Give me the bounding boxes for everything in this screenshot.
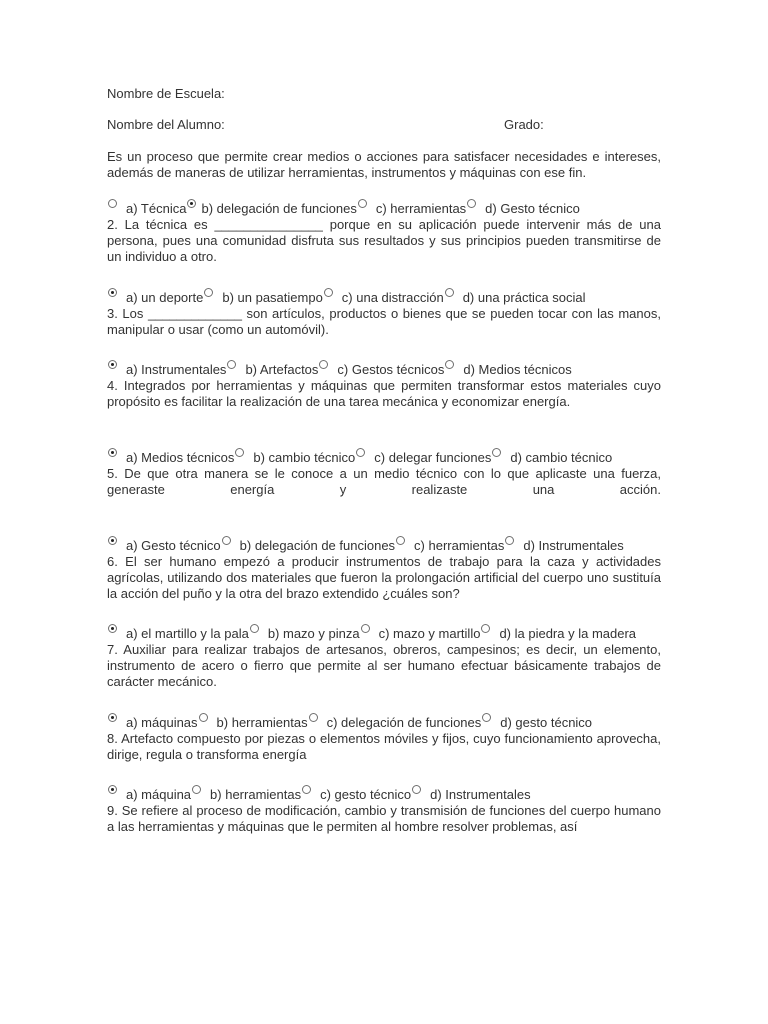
q1-option-d: d) Gesto técnico [485, 201, 580, 216]
q3-option-a: a) Instrumentales [126, 362, 227, 377]
q4-option-c: c) delegar funciones [374, 450, 492, 465]
q7-radio-a[interactable] [108, 713, 117, 722]
q6-option-b: b) mazo y pinza [267, 626, 360, 641]
q3-radio-c[interactable] [319, 360, 328, 369]
q8-radio-c[interactable] [302, 785, 311, 794]
q7-option-c: c) delegación de funciones [326, 715, 482, 730]
q4-radio-a[interactable] [108, 448, 117, 457]
q1-radio-a[interactable] [108, 199, 117, 208]
q8-radio-b[interactable] [192, 785, 201, 794]
q6-radio-d[interactable] [481, 624, 490, 633]
q2-option-c: c) una distracción [341, 290, 444, 305]
q2-radio-b[interactable] [204, 288, 213, 297]
q7-radio-c[interactable] [309, 713, 318, 722]
q1-options [107, 199, 661, 217]
q1-option-b: b) delegación de funciones [201, 201, 357, 216]
q8-options [107, 785, 661, 803]
intro-question-text: Es un proceso que permite crear medios o acciones para satisfacer necesidades e intereses, además de maneras de utilizar herramientas, instrumentos y máquinas con ese fin. [107, 149, 661, 180]
q4-text: 4. Integrados por herramientas y máquinas que permiten transformar estos materiales cuyo propósito es facilitar la realización de una tarea mecánica y economizar energía. [107, 378, 661, 409]
q5-text: 5. De que otra manera se le conoce a un medio técnico con lo que aplicaste una fuerza, generaste energía y realizaste una acción. [107, 466, 661, 497]
q3-option-d: d) Medios técnicos [463, 362, 572, 377]
q1-option-c: c) herramientas [375, 201, 467, 216]
q8-radio-d[interactable] [412, 785, 421, 794]
q2-radio-d[interactable] [445, 288, 454, 297]
q2-option-d: d) una práctica social [462, 290, 586, 305]
q5-radio-b[interactable] [222, 536, 231, 545]
q1-radio-d[interactable] [467, 199, 476, 208]
q3-option-c: c) Gestos técnicos [337, 362, 445, 377]
q8-text: 8. Artefacto compuesto por piezas o elementos móviles y fijos, cuyo funcionamiento aprovecha, dirige, regula o transforma energía [107, 731, 661, 762]
student-grade-line [107, 117, 661, 133]
q4-option-a: a) Medios técnicos [126, 450, 235, 465]
student-label: Nombre del Alumno: [107, 117, 225, 132]
q5-option-c: c) herramientas [414, 538, 505, 553]
q5-option-b: b) delegación de funciones [239, 538, 396, 553]
q8-option-d: d) Instrumentales [430, 787, 531, 802]
q4-radio-d[interactable] [492, 448, 501, 457]
q4-option-b: b) cambio técnico [253, 450, 356, 465]
q2-options [107, 288, 661, 306]
q4-radio-c[interactable] [356, 448, 365, 457]
q5-option-d: d) Instrumentales [523, 538, 624, 553]
q6-radio-c[interactable] [361, 624, 370, 633]
q5-options [107, 536, 661, 554]
q8-option-a: a) máquina [126, 787, 192, 802]
q1-radio-c[interactable] [358, 199, 367, 208]
q5-radio-a[interactable] [108, 536, 117, 545]
q8-radio-a[interactable] [108, 785, 117, 794]
q1-option-a: a) Técnica [126, 201, 187, 216]
q3-options [107, 360, 661, 378]
q6-text: 6. El ser humano empezó a producir instrumentos de trabajo para la caza y actividades agrícolas, utilizando dos materiales que fueron la prolongación artificial del cuerpo uno sustituía la acción del puño y la otra del brazo extendido ¿cuáles son? [107, 554, 661, 601]
q2-option-a: a) un deporte [126, 290, 204, 305]
q6-option-d: d) la piedra y la madera [499, 626, 637, 641]
q3-option-b: b) Artefactos [245, 362, 319, 377]
q4-options [107, 448, 661, 466]
q2-radio-a[interactable] [108, 288, 117, 297]
q2-radio-c[interactable] [324, 288, 333, 297]
exam-page [107, 86, 661, 835]
school-name-line [107, 86, 661, 102]
q7-option-b: b) herramientas [216, 715, 308, 730]
q2-text: 2. La técnica es _______________ porque en su aplicación puede intervenir más de una persona, pues una comunidad disfruta sus resultados y sus principios pueden transmitirse de un individuo a otro. [107, 217, 661, 264]
q8-option-c: c) gesto técnico [320, 787, 412, 802]
q3-text: 3. Los _____________ son artículos, productos o bienes que se pueden tocar con las manos, manipular o usar (como un automóvil). [107, 306, 661, 337]
q6-option-a: a) el martillo y la pala [126, 626, 249, 641]
q6-option-c: c) mazo y martillo [378, 626, 481, 641]
q4-option-d: d) cambio técnico [510, 450, 613, 465]
q8-option-b: b) herramientas [210, 787, 302, 802]
q7-option-d: d) gesto técnico [500, 715, 593, 730]
q7-radio-b[interactable] [199, 713, 208, 722]
q7-options [107, 713, 661, 731]
q6-radio-b[interactable] [250, 624, 259, 633]
q5-radio-c[interactable] [396, 536, 405, 545]
school-label: Nombre de Escuela: [107, 86, 225, 101]
q7-option-a: a) máquinas [126, 715, 198, 730]
q7-radio-d[interactable] [482, 713, 491, 722]
q3-radio-a[interactable] [108, 360, 117, 369]
q4-radio-b[interactable] [235, 448, 244, 457]
grade-label: Grado: [504, 117, 544, 132]
q5-option-a: a) Gesto técnico [126, 538, 221, 553]
q7-text: 7. Auxiliar para realizar trabajos de artesanos, obreros, campesinos; es decir, un elemento, instrumento de acero o fierro que permite al ser humano efectuar básicamente trabajos de carácter mecánico. [107, 642, 661, 689]
q2-option-b: b) un pasatiempo [222, 290, 323, 305]
q6-options [107, 624, 661, 642]
q9-text: 9. Se refiere al proceso de modificación, cambio y transmisión de funciones del cuerpo humano a las herramientas y máquinas que le permiten al hombre resolver problemas, así [107, 803, 661, 834]
q1-radio-b[interactable] [187, 199, 196, 208]
q5-radio-d[interactable] [505, 536, 514, 545]
q6-radio-a[interactable] [108, 624, 117, 633]
q3-radio-d[interactable] [445, 360, 454, 369]
q3-radio-b[interactable] [227, 360, 236, 369]
